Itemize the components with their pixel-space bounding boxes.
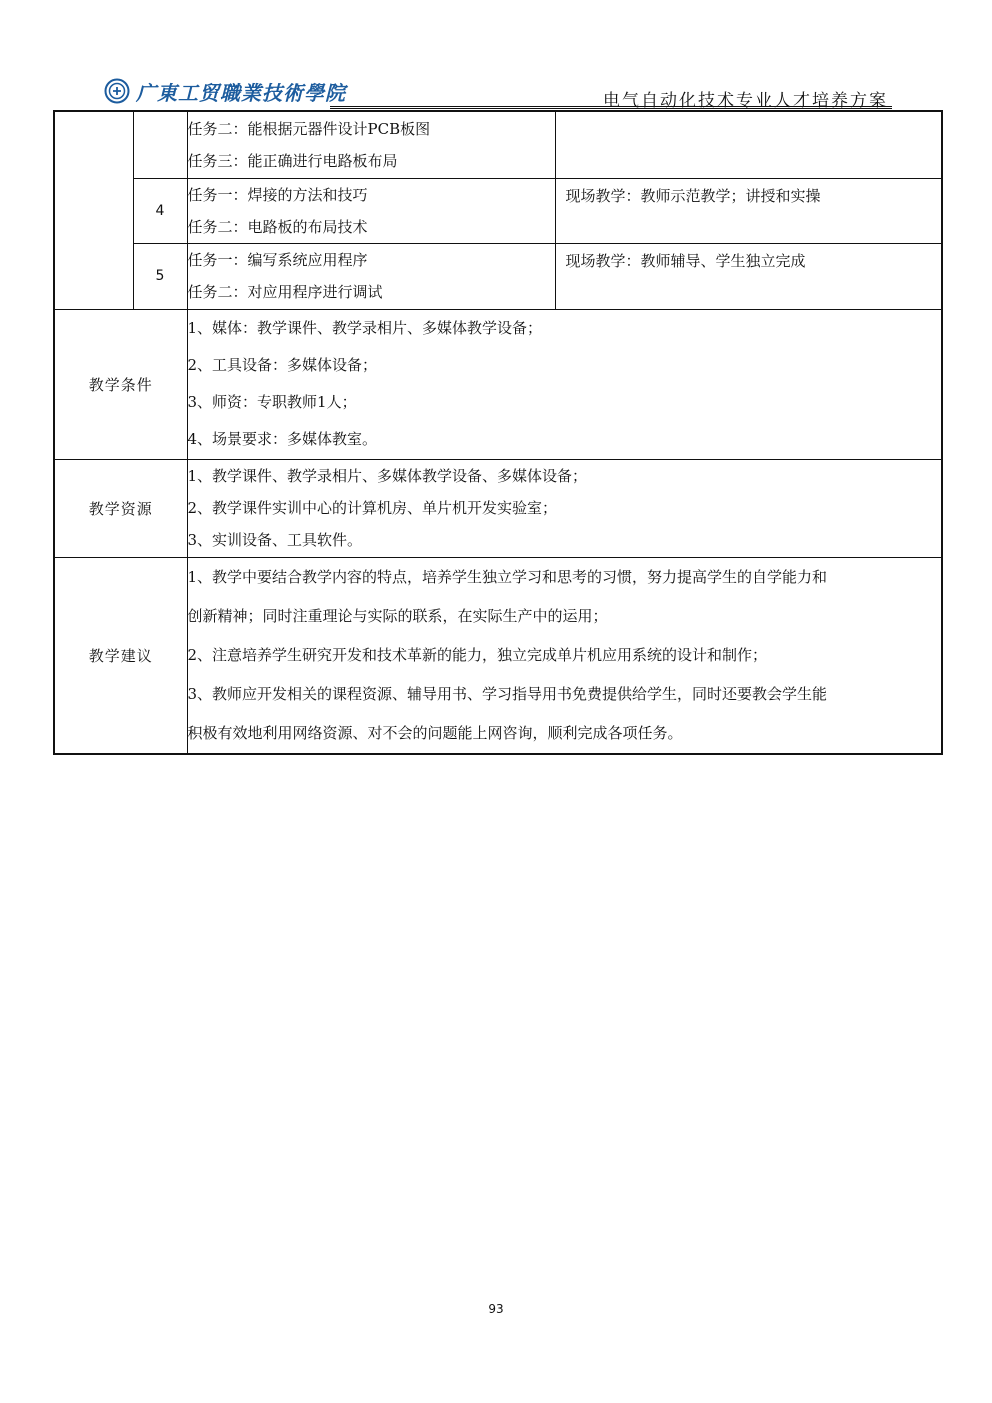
- list-item: 3、教师应开发相关的课程资源、辅导用书、学习指导用书免费提供给学生，同时还要教会学生能: [187, 684, 828, 703]
- task-line: 任务二：电路板的布局技术: [187, 217, 368, 236]
- table-row: [54, 309, 942, 459]
- blank-label-cell: [54, 111, 133, 309]
- resources-label: 教学资源: [54, 459, 187, 557]
- header-rule: [330, 108, 892, 109]
- table-row: [54, 243, 942, 309]
- teaching-method: [555, 111, 942, 178]
- teaching-method: 现场教学：教师示范教学；讲授和实操: [555, 178, 942, 243]
- course-plan-table: [53, 110, 943, 755]
- teaching-method: 现场教学：教师辅导、学生独立完成: [555, 243, 942, 309]
- advice-content: [187, 557, 942, 754]
- task-list: [187, 243, 555, 309]
- list-item: 1、教学课件、教学录相片、多媒体教学设备、多媒体设备；: [187, 467, 588, 485]
- list-item: 2、工具设备：多媒体设备；: [187, 356, 378, 374]
- list-item: 1、教学中要结合教学内容的特点，培养学生独立学习和思考的习惯，努力提高学生的自学能力和: [187, 567, 828, 586]
- list-item: 3、实训设备、工具软件。: [187, 531, 363, 549]
- task-list: [187, 178, 555, 243]
- resources-content: [187, 459, 942, 557]
- conditions-content: [187, 309, 942, 459]
- document-title: 电气自动化技术专业人才培养方案: [603, 91, 888, 111]
- list-item: 创新精神；同时注重理论与实际的联系，在实际生产中的运用；: [187, 606, 608, 625]
- task-line: 任务一：编写系统应用程序: [187, 251, 368, 269]
- school-name: 广東工贸職業技術學院: [136, 80, 346, 105]
- school-logo: [104, 76, 346, 106]
- table-row: [54, 111, 942, 178]
- list-item: 3、师资：专职教师1人；: [187, 393, 357, 411]
- list-item: 积极有效地利用网络资源、对不会的问题能上网咨询，顺利完成各项任务。: [187, 723, 683, 742]
- task-number: 5: [133, 243, 187, 309]
- advice-label: 教学建议: [54, 557, 187, 754]
- task-line: 任务一：焊接的方法和技巧: [187, 185, 368, 204]
- page-number: 93: [488, 1302, 504, 1316]
- task-line: 任务三：能正确进行电路板布局: [187, 151, 398, 170]
- list-item: 2、教学课件实训中心的计算机房、单片机开发实验室；: [187, 499, 558, 517]
- school-emblem-icon: [104, 78, 130, 104]
- page-header: [100, 74, 892, 110]
- conditions-label: 教学条件: [54, 309, 187, 459]
- header-rule: [330, 106, 892, 107]
- task-number: 4: [133, 178, 187, 243]
- table-row: [54, 178, 942, 243]
- list-item: 1、媒体：教学课件、教学录相片、多媒体教学设备；: [187, 319, 543, 337]
- list-item: 2、注意培养学生研究开发和技术革新的能力，独立完成单片机应用系统的设计和制作；: [187, 645, 768, 664]
- table-row: [54, 459, 942, 557]
- task-number: [133, 111, 187, 178]
- task-line: 任务二：能根据元器件设计PCB板图: [187, 119, 431, 138]
- list-item: 4、场景要求：多媒体教室。: [187, 430, 378, 448]
- task-list: [187, 111, 555, 178]
- table-row: [54, 557, 942, 754]
- task-line: 任务二：对应用程序进行调试: [187, 283, 383, 301]
